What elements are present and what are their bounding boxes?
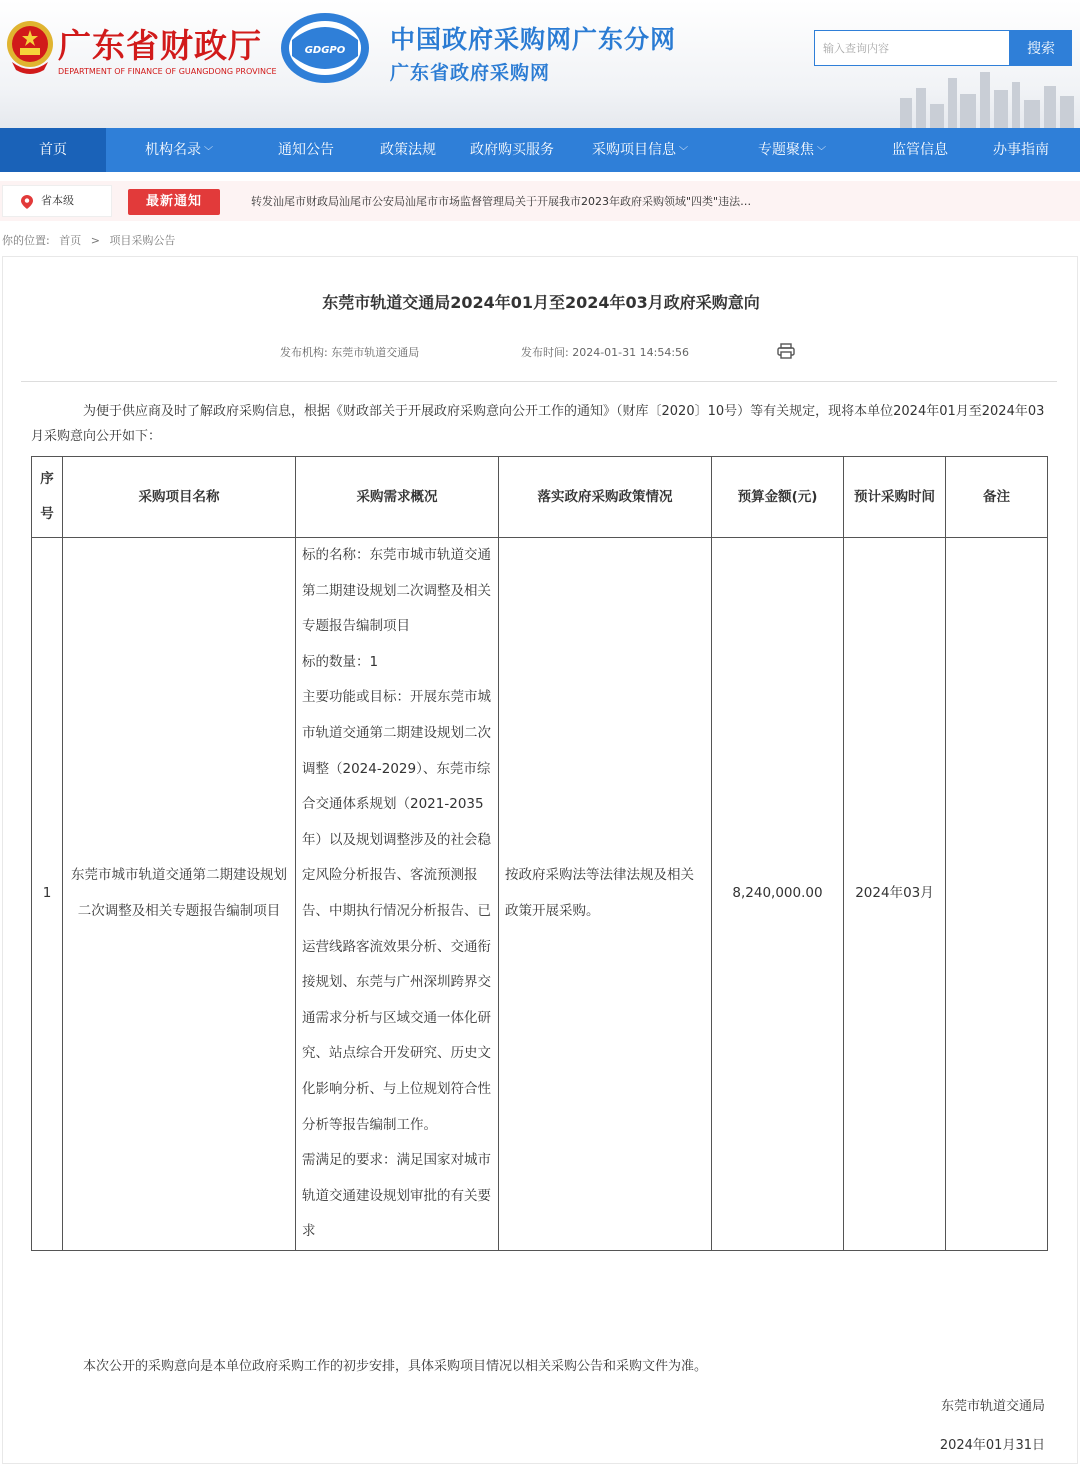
footer-organization: 东莞市轨道交通局 xyxy=(940,1399,1045,1414)
cell-policy: 按政府采购法等法律法规及相关政策开展采购。 xyxy=(499,538,712,1251)
chevron-down-icon: ﹀ xyxy=(203,147,213,157)
nav-item-gov-purchase-service[interactable]: 政府购买服务 xyxy=(470,142,554,158)
demand-main-function: 主要功能或目标：开展东莞市城市轨道交通第二期建设规划二次调整（2024-2029）、东莞市综合交通体系规划（2021-2035年）以及规划调整涉及的社会稳定风险分析报告、客流预测报告、中期执行情况分析报告、已运营线路客流效果分析、交通衔接规划、东莞与广州深圳跨界交通需求分析与区域交通一体化研究、站点综合开发研究、历史文化影响分析、与上位规划符合性分析等报告编制工作。 xyxy=(302,689,491,1133)
gdgpo-logo-icon[interactable] xyxy=(278,10,372,86)
cell-expected-time: 2024年03月 xyxy=(844,538,946,1251)
procurement-intent-table xyxy=(31,456,1048,1251)
header-budget: 预算金额(元) xyxy=(712,457,844,538)
region-selector[interactable] xyxy=(2,185,112,217)
publisher-value: 东莞市轨道交通局 xyxy=(331,346,420,359)
latest-notice-link[interactable]: 转发汕尾市财政局汕尾市公安局汕尾市市场监督管理局关于开展我市2023年政府采购领域"四类"违法… xyxy=(251,195,752,208)
publish-time-meta xyxy=(521,344,689,360)
header-remark: 备注 xyxy=(946,457,1048,538)
site-header xyxy=(0,0,1080,128)
printer-icon[interactable] xyxy=(777,343,795,359)
latest-notice-badge: 最新通知 xyxy=(128,189,220,215)
demand-requirements: 需满足的要求：满足国家对城市轨道交通建设规划审批的有关要求 xyxy=(302,1152,491,1240)
breadcrumb-separator: > xyxy=(90,234,100,247)
header-policy: 落实政府采购政策情况 xyxy=(499,457,712,538)
intro-paragraph: 为便于供应商及时了解政府采购信息，根据《财政部关于开展政府采购意向公开工作的通知》（财库〔2020〕10号）等有关规定，现将本单位2024年01月至2024年03月采购意向公开如下： xyxy=(31,404,1045,444)
nav-item-policies[interactable]: 政策法规 xyxy=(380,142,436,158)
finance-dept-title: 广东省财政厅 xyxy=(58,26,262,65)
footer-date: 2024年01月31日 xyxy=(939,1438,1045,1453)
cell-remark xyxy=(946,538,1048,1251)
cell-budget: 8,240,000.00 xyxy=(712,538,844,1251)
nav-item-procurement-info[interactable]: 采购项目信息 ﹀ xyxy=(591,142,688,158)
nav-item-guide[interactable]: 办事指南 xyxy=(993,142,1049,158)
publisher-meta xyxy=(280,344,419,360)
nav-item-notices[interactable]: 通知公告 xyxy=(278,142,334,158)
site-title: 中国政府采购网广东分网 xyxy=(390,25,677,54)
header-project-name: 采购项目名称 xyxy=(63,457,296,538)
footer-note: 本次公开的采购意向是本单位政府采购工作的初步安排，具体采购项目情况以相关采购公告和采购文件为准。 xyxy=(83,1359,708,1374)
header-demand-summary: 采购需求概况 xyxy=(296,457,499,538)
nav-item-special-topics[interactable]: 专题聚焦 ﹀ xyxy=(757,142,826,158)
article-container xyxy=(2,256,1078,1464)
chevron-down-icon: ﹀ xyxy=(816,147,826,157)
demand-target-quantity: 标的数量：1 xyxy=(302,653,379,670)
nav-item-supervision[interactable]: 监管信息 xyxy=(892,142,948,158)
search-button[interactable]: 搜索 xyxy=(1010,30,1072,66)
national-emblem-icon xyxy=(4,18,56,78)
publish-time-label: 发布时间: xyxy=(521,346,569,359)
header-expected-time: 预计采购时间 xyxy=(844,457,946,538)
cell-demand-summary xyxy=(296,538,499,1251)
cell-no: 1 xyxy=(32,538,63,1251)
main-nav xyxy=(0,128,1080,172)
search-input[interactable] xyxy=(814,30,1010,66)
breadcrumb-home-link[interactable]: 首页 xyxy=(59,234,82,247)
breadcrumb xyxy=(2,232,181,248)
site-subtitle: 广东省政府采购网 xyxy=(390,62,551,84)
nav-item-home[interactable]: 首页 xyxy=(0,128,106,172)
cell-project-name: 东莞市城市轨道交通第二期建设规划二次调整及相关专题报告编制项目 xyxy=(63,538,296,1251)
finance-dept-subtitle: DEPARTMENT OF FINANCE OF GUANGDONG PROVINCE xyxy=(58,67,277,76)
notice-bar xyxy=(0,181,1080,221)
nav-item-institution-directory[interactable]: 机构名录 ﹀ xyxy=(144,142,213,158)
breadcrumb-prefix: 你的位置: xyxy=(2,234,50,247)
city-skyline-decoration xyxy=(890,68,1080,128)
publish-time-value: 2024-01-31 14:54:56 xyxy=(572,346,690,359)
page-title: 东莞市轨道交通局2024年01月至2024年03月政府采购意向 xyxy=(322,293,760,312)
table-header-row xyxy=(32,457,1048,538)
location-pin-icon xyxy=(21,195,33,209)
breadcrumb-current[interactable]: 项目采购公告 xyxy=(109,234,176,247)
header-no: 序号 xyxy=(32,457,63,538)
chevron-down-icon: ﹀ xyxy=(678,147,688,157)
region-label: 省本级 xyxy=(41,194,74,207)
gdgpo-logo-text: GDGPO xyxy=(304,45,346,56)
title-divider xyxy=(21,381,1057,382)
publisher-label: 发布机构: xyxy=(280,346,328,359)
demand-target-name: 标的名称：东莞市城市轨道交通第二期建设规划二次调整及相关专题报告编制项目 xyxy=(302,547,491,635)
table-row xyxy=(32,538,1048,1251)
